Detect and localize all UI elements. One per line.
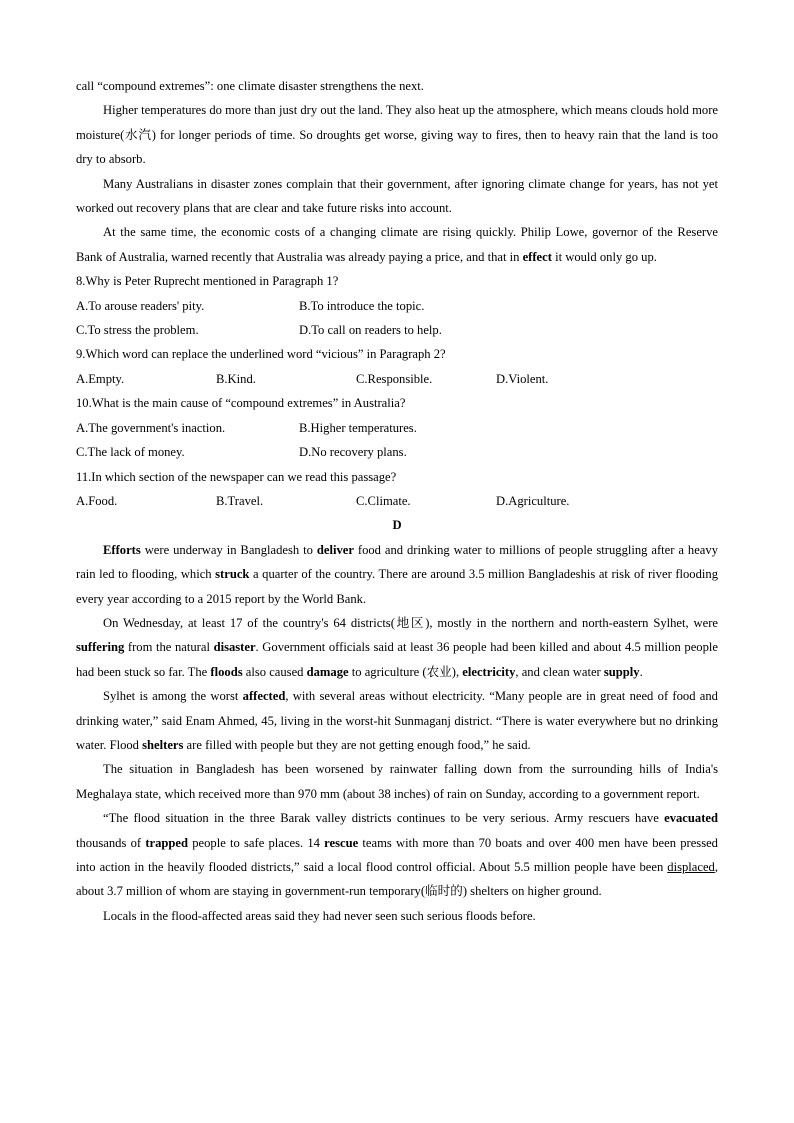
paragraph xyxy=(76,684,718,757)
keyword: effect xyxy=(522,249,552,264)
option-c: C.Climate. xyxy=(356,493,411,508)
paragraph xyxy=(76,611,718,684)
keyword: suffering xyxy=(76,640,125,655)
text-run: were underway in Bangladesh to xyxy=(140,542,317,557)
paragraph: The situation in Bangladesh has been worsened by rainwater falling down from the surrounding hills of India's Meghalaya state, which received more than 970 mm (about 38 inches) of rain on Sunday, according to a government report. xyxy=(76,762,718,801)
option-d: D.Agriculture. xyxy=(496,493,570,508)
question-9 xyxy=(76,342,718,391)
document-page xyxy=(76,74,718,928)
option-a: A.To arouse readers' pity. xyxy=(76,298,205,313)
options-row xyxy=(76,440,718,464)
text-run: people to safe places. 14 xyxy=(188,835,325,850)
text-run: , and clean water xyxy=(515,664,604,679)
question-stem: 10.What is the main cause of “compound extremes” in Australia? xyxy=(76,396,406,411)
option-d: D.Violent. xyxy=(496,371,549,386)
option-b: B.Kind. xyxy=(216,371,256,386)
keyword: rescue xyxy=(324,835,359,850)
keyword: affected xyxy=(242,689,286,704)
text-run: food and drinking water to millions of people struggling after a heavy rain led to flooding, which xyxy=(76,542,718,582)
option-b: B.To introduce the topic. xyxy=(299,298,425,313)
paragraph: Higher temperatures do more than just dry out the land. They also heat up the atmosphere, which means clouds hold more moisture(水汽) for longer periods of time. So droughts get worse, giving way to fires, then to heavy rain that the land is too dry to absorb. xyxy=(76,103,718,167)
options-row xyxy=(76,294,718,318)
paragraph xyxy=(76,538,718,611)
question-10 xyxy=(76,391,718,464)
paragraph xyxy=(76,220,718,269)
text-run: . Government officials said at least 36 people had been killed and about 4.5 million people had been stuck so far. The xyxy=(76,640,718,679)
option-a: A.Empty. xyxy=(76,371,125,386)
text-run: to agriculture (农业), xyxy=(348,664,463,679)
option-b: B.Travel. xyxy=(216,493,264,508)
text-run: Sylhet is among the worst xyxy=(103,689,243,704)
keyword: trapped xyxy=(145,835,188,850)
option-c: C.The lack of money. xyxy=(76,445,185,460)
options-row xyxy=(76,367,718,391)
question-stem: 9.Which word can replace the underlined word “vicious” in Paragraph 2? xyxy=(76,347,446,362)
underlined-word: displaced xyxy=(667,860,715,874)
option-d: D.No recovery plans. xyxy=(299,445,407,460)
text-run: are filled with people but they are not getting enough food,” he said. xyxy=(183,737,531,752)
question-stem: 8.Why is Peter Ruprecht mentioned in Paragraph 1? xyxy=(76,274,339,289)
text-run: a quarter of the country. There are around 3.5 million Bangladeshis at risk of river flooding every year according to a 2015 report by the World Bank. xyxy=(76,567,718,606)
option-c: C.Responsible. xyxy=(356,371,433,386)
paragraph: call “compound extremes”: one climate disaster strengthens the next. xyxy=(76,79,424,93)
text-run: thousands of xyxy=(76,835,146,850)
text-run: , with several areas without electricity. “Many people are in great need of food and drinking water,” said Enam Ahmed, 45, living in the worst-hit Sunmaganj district. “There is water everywhere but no drinking water. Flood xyxy=(76,689,718,752)
text-run: At the same time, the economic costs of a changing climate are rising quickly. Philip Lowe, governor of the Reserve Bank of Australia, warned recently that Australia was already paying a price, and that in xyxy=(76,225,718,264)
keyword: damage xyxy=(306,664,349,679)
section-heading: D xyxy=(392,518,402,533)
keyword: deliver xyxy=(316,542,354,557)
option-c: C.To stress the problem. xyxy=(76,323,199,338)
keyword: shelters xyxy=(142,737,184,752)
options-row xyxy=(76,416,718,440)
text-run: , about 3.7 million of whom are staying in government-run temporary(临时的) shelters on higher ground. xyxy=(76,860,718,899)
option-a: A.Food. xyxy=(76,493,118,508)
text-run: teams with more than 70 boats and over 400 men have been pressed into action in the heavily flooded districts,” said a local flood control official. About 5.5 million people have been xyxy=(76,835,718,874)
text-run: On Wednesday, at least 17 of the country's 64 districts(地区), mostly in the northern and north-eastern Sylhet, were xyxy=(103,615,718,630)
text-run: “The flood situation in the three Barak valley districts continues to be very serious. Army rescuers have xyxy=(103,811,665,826)
text-run: . xyxy=(639,664,643,679)
question-stem: 11.In which section of the newspaper can we read this passage? xyxy=(76,469,397,484)
options-row xyxy=(76,318,718,342)
keyword: Efforts xyxy=(103,542,141,557)
text-run: from the natural xyxy=(124,640,214,655)
paragraph: Many Australians in disaster zones complain that their government, after ignoring climate change for years, has not yet worked out recovery plans that are clear and take future risks into account. xyxy=(76,176,718,216)
keyword: supply xyxy=(603,664,640,679)
text-run: also caused xyxy=(242,664,307,679)
paragraph xyxy=(76,806,718,904)
option-d: D.To call on readers to help. xyxy=(299,323,442,338)
options-row xyxy=(76,489,718,513)
keyword: floods xyxy=(210,664,243,679)
keyword: disaster xyxy=(213,640,256,655)
keyword: electricity xyxy=(462,664,516,679)
option-b: B.Higher temperatures. xyxy=(299,420,417,435)
text-run: it would only go up. xyxy=(551,249,657,264)
option-a: A.The government's inaction. xyxy=(76,420,226,435)
question-11 xyxy=(76,465,718,514)
keyword: evacuated xyxy=(664,811,718,826)
paragraph: Locals in the flood-affected areas said they had never seen such serious floods before. xyxy=(103,908,536,923)
question-8 xyxy=(76,269,718,342)
keyword: struck xyxy=(215,567,250,582)
